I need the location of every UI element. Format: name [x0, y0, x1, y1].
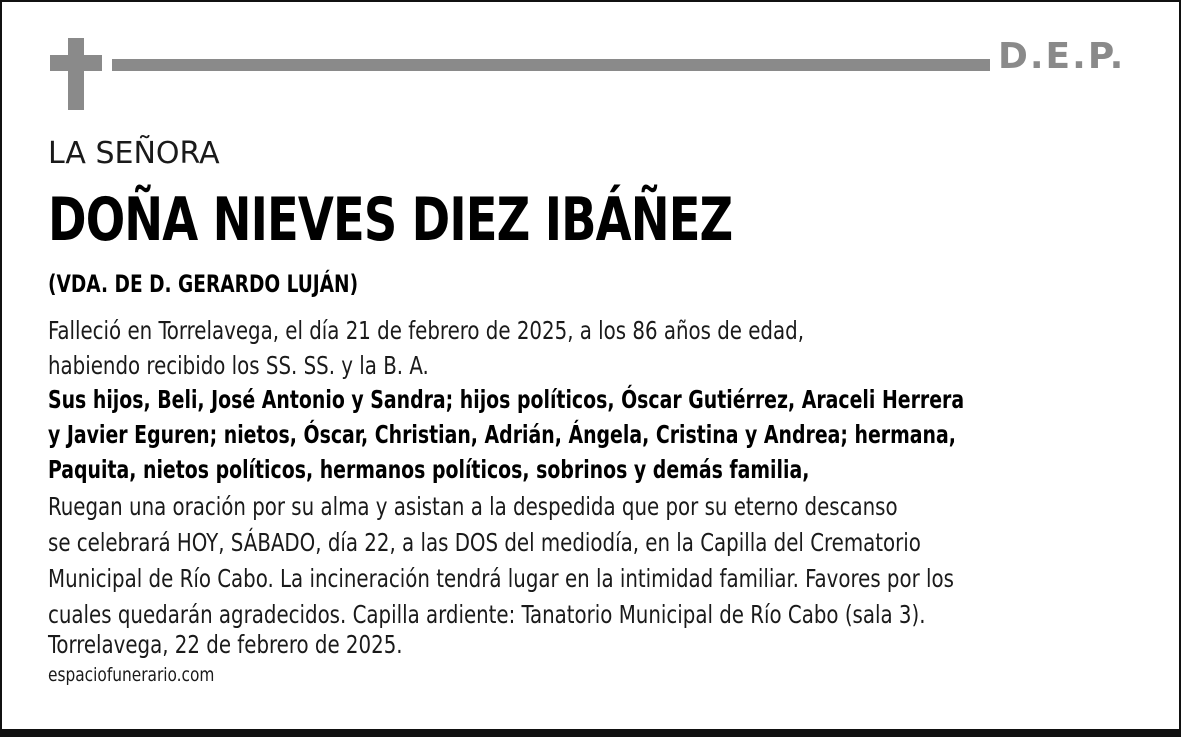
family-line: Sus hijos, Beli, José Antonio y Sandra; hijos políticos, Óscar Gutiérrez, Araceli Herrera	[48, 385, 965, 414]
family-paragraph	[48, 382, 964, 487]
request-line: Ruegan una oración por su alma y asistan a la despedida que por su eterno descanso	[48, 492, 898, 521]
widow-note: (VDA. DE D. GERARDO LUJÁN)	[48, 270, 359, 298]
cross-icon	[50, 38, 102, 110]
death-line: habiendo recibido los SS. SS. y la B. A.	[48, 351, 429, 380]
family-line: y Javier Eguren; nietos, Óscar, Christian, Adrián, Ángela, Cristina y Andrea; hermana,	[48, 420, 956, 449]
header-rule	[112, 59, 990, 71]
request-line: Municipal de Río Cabo. La incineración tendrá lugar en la intimidad familiar. Favores por los	[48, 564, 954, 593]
request-line: cuales quedarán agradecidos. Capilla ardiente: Tanatorio Municipal de Río Cabo (sala 3).	[48, 600, 926, 629]
death-line: Falleció en Torrelavega, el día 21 de febrero de 2025, a los 86 años de edad,	[48, 316, 804, 345]
place-date: Torrelavega, 22 de febrero de 2025.	[48, 630, 403, 659]
website-link[interactable]: espaciofunerario.com	[48, 664, 215, 686]
death-paragraph	[48, 313, 804, 383]
request-paragraph	[48, 489, 954, 633]
deceased-name: DOÑA NIEVES DIEZ IBÁÑEZ	[48, 185, 733, 255]
family-line: Paquita, nietos políticos, hermanos políticos, sobrinos y demás familia,	[48, 455, 810, 484]
request-line: se celebrará HOY, SÁBADO, día 22, a las DOS del mediodía, en la Capilla del Crematorio	[48, 528, 921, 557]
dep-label: D.E.P.	[998, 36, 1126, 77]
intro-label: LA SEÑORA	[48, 136, 220, 171]
